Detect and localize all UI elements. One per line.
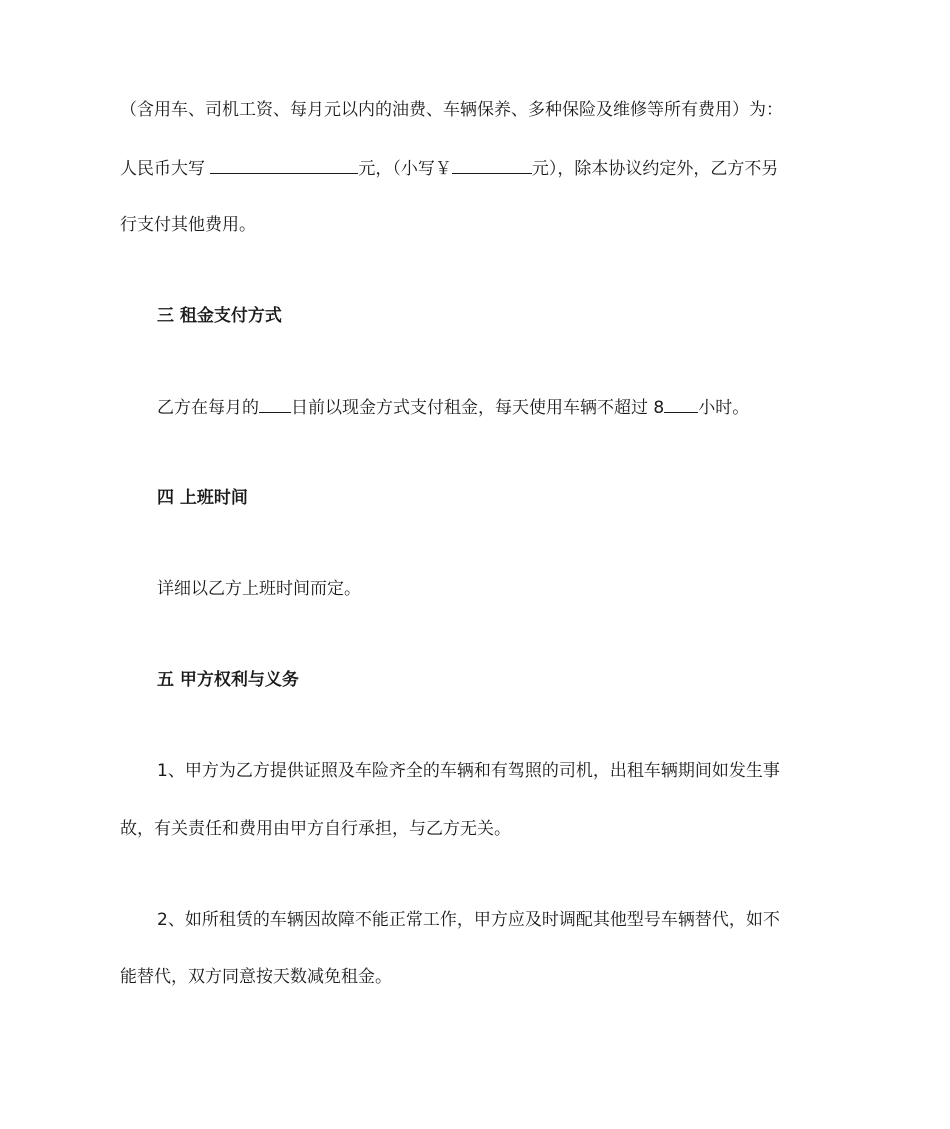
obligation-1-line-1: 1、甲方为乙方提供证照及车险齐全的车辆和有驾照的司机，出租车辆期间如发生事 <box>157 761 780 781</box>
section-heading-5 <box>157 667 950 693</box>
hours-unit-text: 小时。 <box>698 398 750 418</box>
payment-day-blank <box>259 394 291 413</box>
obligation-2-line-1: 2、如所租赁的车辆因故障不能正常工作，甲方应及时调配其他型号车辆替代，如不 <box>157 910 780 930</box>
paragraph-line <box>120 155 950 182</box>
paragraph-line <box>120 964 950 990</box>
paragraph-line <box>157 907 950 933</box>
paragraph-line <box>157 576 950 602</box>
paragraph-line <box>120 97 950 123</box>
amount-lowercase-label: 元，（小写￥ <box>358 159 452 179</box>
amount-uppercase-blank <box>210 155 358 174</box>
payment-remark-text: 行支付其他费用。 <box>120 215 256 235</box>
section-4-title: 四 上班时间 <box>157 488 248 508</box>
payment-terms-text: 日前以现金方式支付租金，每天使用车辆不超过 8 <box>291 398 665 418</box>
work-time-text: 详细以乙方上班时间而定。 <box>157 579 361 599</box>
section-5-title: 五 甲方权利与义务 <box>157 670 299 690</box>
paragraph-line <box>157 394 950 421</box>
obligation-2-line-2: 能替代，双方同意按天数减免租金。 <box>120 967 392 987</box>
amount-lowercase-blank <box>452 155 532 174</box>
paragraph-line <box>157 758 950 784</box>
amount-uppercase-label: 人民币大写 <box>120 159 211 179</box>
section-heading-3 <box>157 303 950 329</box>
paragraph-line <box>120 212 950 238</box>
payment-day-label: 乙方在每月的 <box>157 398 259 418</box>
obligation-1-line-2: 故，有关责任和费用由甲方自行承担，与乙方无关。 <box>120 819 511 839</box>
section-3-title: 三 租金支付方式 <box>157 306 282 326</box>
section-heading-4 <box>157 485 950 511</box>
hours-blank <box>664 394 698 413</box>
paragraph-line <box>120 816 950 842</box>
fee-scope-text: （含用车、司机工资、每月元以内的油费、车辆保养、多种保险及维修等所有费用）为： <box>120 100 783 120</box>
amount-remark-text: 元），除本协议约定外，乙方不另 <box>531 159 779 179</box>
